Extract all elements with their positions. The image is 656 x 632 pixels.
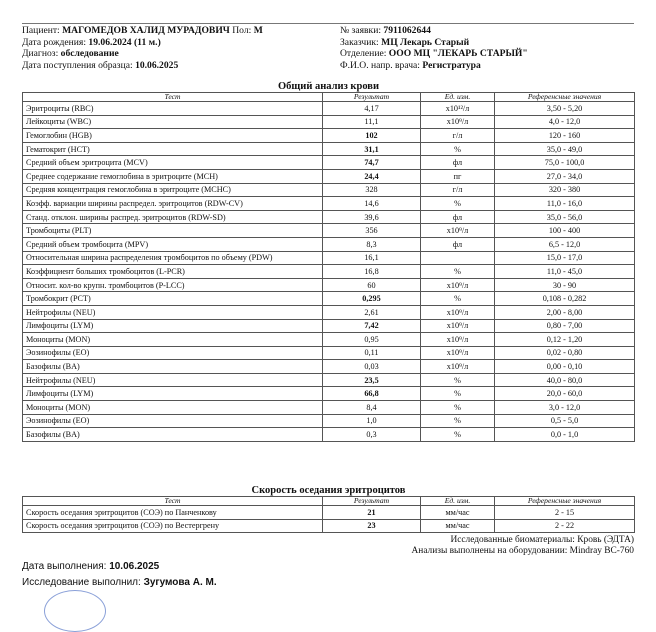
test-name-cell: Нейтрофилы (NEU)	[23, 305, 323, 319]
table-row	[23, 333, 635, 347]
patient-line	[22, 25, 340, 37]
table-row	[23, 197, 635, 211]
test-name-cell: Коэфф. вариации ширины распредел. эритроцитов (RDW-CV)	[23, 197, 323, 211]
result-cell: 4,17	[323, 102, 421, 116]
reference-cell: 11,0 - 45,0	[495, 265, 635, 279]
result-cell: 0,03	[323, 360, 421, 374]
unit-cell: мм/час	[421, 519, 495, 533]
unit-cell: %	[421, 265, 495, 279]
result-cell: 356	[323, 224, 421, 238]
analysis-notes	[22, 535, 634, 556]
test-name-cell: Базофилы (BA)	[23, 360, 323, 374]
reference-cell: 2,00 - 8,00	[495, 305, 635, 319]
diagnosis-line	[22, 48, 340, 60]
reference-cell: 0,12 - 1,20	[495, 333, 635, 347]
unit-cell: х10⁹/л	[421, 305, 495, 319]
table-row	[23, 210, 635, 224]
unit-cell: х10⁹/л	[421, 278, 495, 292]
reference-cell: 27,0 - 34,0	[495, 169, 635, 183]
customer-line	[340, 37, 634, 49]
patient-info	[22, 25, 340, 71]
equipment-note: Анализы выполнены на оборудовании: Mindray BC-760	[411, 545, 634, 556]
patient-name: МАГОМЕДОВ ХАЛИД МУРАДОВИЧ	[62, 25, 230, 36]
reference-cell: 0,00 - 0,10	[495, 360, 635, 374]
table-row	[23, 428, 635, 442]
unit-cell: %	[421, 373, 495, 387]
unit-cell: %	[421, 142, 495, 156]
reference-cell: 15,0 - 17,0	[495, 251, 635, 265]
reference-cell: 0,0 - 1,0	[495, 428, 635, 442]
dept-line	[340, 48, 634, 60]
test-name-cell: Лимфоциты (LYM)	[23, 319, 323, 333]
result-cell: 24,4	[323, 169, 421, 183]
unit-cell: %	[421, 414, 495, 428]
table-row	[23, 278, 635, 292]
dob-value: 19.06.2024 (11 м.)	[88, 36, 161, 48]
test-name-cell: Тромбоциты (PLT)	[23, 224, 323, 238]
test-name-cell: Средняя концентрация гемоглобина в эритроците (MCHC)	[23, 183, 323, 197]
date-line	[22, 559, 217, 575]
esr-table	[22, 484, 635, 533]
table-row	[23, 360, 635, 374]
reference-cell: 4,0 - 12,0	[495, 115, 635, 129]
reference-cell: 2 - 15	[495, 506, 635, 520]
unit-cell: х10⁹/л	[421, 224, 495, 238]
test-name-cell: Гематокрит (HCT)	[23, 142, 323, 156]
order-value: 7911062644	[383, 25, 431, 36]
result-cell: 16,8	[323, 265, 421, 279]
reference-cell: 100 - 400	[495, 224, 635, 238]
reference-cell: 3,0 - 12,0	[495, 401, 635, 415]
result-cell: 21	[323, 506, 421, 520]
received-line	[22, 60, 340, 72]
customer-value: МЦ Лекарь Старый	[381, 36, 470, 48]
reference-cell: 3,50 - 5,20	[495, 102, 635, 116]
result-cell: 23,5	[323, 373, 421, 387]
reference-cell: 35,0 - 56,0	[495, 210, 635, 224]
reference-cell: 75,0 - 100,0	[495, 156, 635, 170]
performer-value: Зугумова А. М.	[143, 577, 217, 588]
performer-label: Исследование выполнил:	[22, 577, 141, 588]
result-cell: 31,1	[323, 142, 421, 156]
reference-cell: 320 - 380	[495, 183, 635, 197]
test-name-cell: Скорость оседания эритроцитов (СОЭ) по Вестергрену	[23, 519, 323, 533]
unit-cell: х10⁹/л	[421, 360, 495, 374]
unit-cell: г/л	[421, 183, 495, 197]
reference-cell: 30 - 90	[495, 278, 635, 292]
table-row	[23, 129, 635, 143]
result-cell: 11,1	[323, 115, 421, 129]
doctor-value: Регистратура	[422, 59, 481, 71]
table-row	[23, 373, 635, 387]
test-name-cell: Эозинофилы (EO)	[23, 414, 323, 428]
cbc-column-headers	[23, 93, 635, 102]
received-label: Дата поступления образца:	[22, 59, 133, 71]
unit-cell: %	[421, 292, 495, 306]
test-name-cell: Коэффициент больших тромбоцитов (L-PCR)	[23, 265, 323, 279]
table-row	[23, 102, 635, 116]
cbc-table	[22, 80, 635, 442]
table-row	[23, 237, 635, 251]
received-value: 10.06.2025	[135, 59, 179, 71]
result-cell: 74,7	[323, 156, 421, 170]
unit-cell: пг	[421, 169, 495, 183]
unit-cell: х10⁹/л	[421, 333, 495, 347]
table-row	[23, 346, 635, 360]
result-cell: 66,8	[323, 387, 421, 401]
table-row	[23, 251, 635, 265]
reference-cell: 2 - 22	[495, 519, 635, 533]
result-cell: 14,6	[323, 197, 421, 211]
test-name-cell: Относит. кол-во крупн. тромбоцитов (P-LCC)	[23, 278, 323, 292]
customer-label: Заказчик:	[340, 36, 379, 48]
table-row	[23, 319, 635, 333]
result-cell: 1,0	[323, 414, 421, 428]
column-header-test: Тест	[23, 93, 323, 102]
unit-cell: х10⁹/л	[421, 115, 495, 129]
test-name-cell: Тромбокрит (PCT)	[23, 292, 323, 306]
dept-value: ООО МЦ "ЛЕКАРЬ СТАРЫЙ"	[388, 48, 528, 59]
column-header-test: Тест	[23, 497, 323, 506]
unit-cell	[421, 251, 495, 265]
reference-cell: 0,02 - 0,80	[495, 346, 635, 360]
unit-cell: мм/час	[421, 506, 495, 520]
table-row	[23, 265, 635, 279]
sex-value: М	[253, 25, 263, 36]
reference-cell: 120 - 160	[495, 129, 635, 143]
test-name-cell: Моноциты (MON)	[23, 333, 323, 347]
result-cell: 23	[323, 519, 421, 533]
doctor-line	[340, 60, 634, 72]
table-row	[23, 183, 635, 197]
column-header-reference: Референсные значения	[495, 93, 635, 102]
result-cell: 0,11	[323, 346, 421, 360]
result-cell: 328	[323, 183, 421, 197]
test-name-cell: Станд. отклон. ширины распред. эритроцитов (RDW-SD)	[23, 210, 323, 224]
date-label: Дата выполнения:	[22, 561, 107, 572]
test-name-cell: Базофилы (BA)	[23, 428, 323, 442]
result-cell: 102	[323, 129, 421, 143]
column-header-result: Результат	[323, 93, 421, 102]
reference-cell: 11,0 - 16,0	[495, 197, 635, 211]
esr-title: Скорость оседания эритроцитов	[251, 484, 406, 496]
test-name-cell: Скорость оседания эритроцитов (СОЭ) по Панченкову	[23, 506, 323, 520]
column-header-result: Результат	[323, 497, 421, 506]
test-name-cell: Относительная ширина распределения тромбоцитов по объему (PDW)	[23, 251, 323, 265]
header-rule	[22, 23, 634, 24]
unit-cell: %	[421, 401, 495, 415]
dob-line	[22, 37, 340, 49]
order-line	[340, 25, 634, 37]
cbc-title-row	[23, 80, 635, 93]
test-name-cell: Эозинофилы (EO)	[23, 346, 323, 360]
result-cell: 7,42	[323, 319, 421, 333]
unit-cell: фл	[421, 156, 495, 170]
report-footer	[22, 559, 217, 591]
result-cell: 0,295	[323, 292, 421, 306]
table-row	[23, 142, 635, 156]
table-row	[23, 292, 635, 306]
reference-cell: 40,0 - 80,0	[495, 373, 635, 387]
reference-cell: 0,5 - 5,0	[495, 414, 635, 428]
table-row	[23, 414, 635, 428]
stamp-image	[44, 590, 106, 632]
unit-cell: фл	[421, 210, 495, 224]
doctor-label: Ф.И.О. напр. врача:	[340, 59, 420, 71]
result-cell: 39,6	[323, 210, 421, 224]
order-info	[340, 25, 634, 71]
esr-column-headers	[23, 497, 635, 506]
diagnosis-label: Диагноз:	[22, 48, 59, 59]
unit-cell: фл	[421, 237, 495, 251]
reference-cell: 0,80 - 7,00	[495, 319, 635, 333]
performer-line	[22, 575, 217, 591]
table-row	[23, 506, 635, 520]
diagnosis-value: обследование	[60, 48, 119, 59]
dob-label: Дата рождения:	[22, 36, 86, 48]
unit-cell: г/л	[421, 129, 495, 143]
table-row	[23, 224, 635, 238]
cbc-title: Общий анализ крови	[278, 80, 380, 92]
table-row	[23, 115, 635, 129]
result-cell: 8,3	[323, 237, 421, 251]
unit-cell: %	[421, 197, 495, 211]
reference-cell: 6,5 - 12,0	[495, 237, 635, 251]
test-name-cell: Среднее содержание гемоглобина в эритроците (MCH)	[23, 169, 323, 183]
unit-cell: х10⁹/л	[421, 346, 495, 360]
order-label: № заявки:	[340, 25, 382, 36]
result-cell: 16,1	[323, 251, 421, 265]
result-cell: 60	[323, 278, 421, 292]
result-cell: 0,3	[323, 428, 421, 442]
dept-label: Отделение:	[340, 48, 387, 59]
test-name-cell: Моноциты (MON)	[23, 401, 323, 415]
table-row	[23, 387, 635, 401]
unit-cell: х10¹²/л	[421, 102, 495, 116]
test-name-cell: Гемоглобин (HGB)	[23, 129, 323, 143]
column-header-unit: Ед. изм.	[421, 497, 495, 506]
result-cell: 2,61	[323, 305, 421, 319]
table-row	[23, 305, 635, 319]
patient-label: Пациент:	[22, 25, 60, 36]
table-row	[23, 169, 635, 183]
result-cell: 0,95	[323, 333, 421, 347]
table-row	[23, 519, 635, 533]
unit-cell: х10⁹/л	[421, 319, 495, 333]
table-row	[23, 156, 635, 170]
test-name-cell: Эритроциты (RBC)	[23, 102, 323, 116]
reference-cell: 35,0 - 49,0	[495, 142, 635, 156]
column-header-unit: Ед. изм.	[421, 93, 495, 102]
test-name-cell: Средний объем эритроцита (MCV)	[23, 156, 323, 170]
column-header-reference: Референсные значения	[495, 497, 635, 506]
test-name-cell: Лейкоциты (WBC)	[23, 115, 323, 129]
test-name-cell: Лимфоциты (LYM)	[23, 387, 323, 401]
table-row	[23, 401, 635, 415]
reference-cell: 0,108 - 0,282	[495, 292, 635, 306]
result-cell: 8,4	[323, 401, 421, 415]
unit-cell: %	[421, 428, 495, 442]
test-name-cell: Нейтрофилы (NEU)	[23, 373, 323, 387]
test-name-cell: Средний объем тромбоцита (MPV)	[23, 237, 323, 251]
reference-cell: 20,0 - 60,0	[495, 387, 635, 401]
esr-title-row	[23, 484, 635, 497]
date-value: 10.06.2025	[109, 561, 160, 572]
sex-label: Пол:	[232, 25, 252, 36]
biomaterial-note: Исследованные биоматериалы: Кровь (ЭДТА)	[450, 535, 634, 545]
unit-cell: %	[421, 387, 495, 401]
